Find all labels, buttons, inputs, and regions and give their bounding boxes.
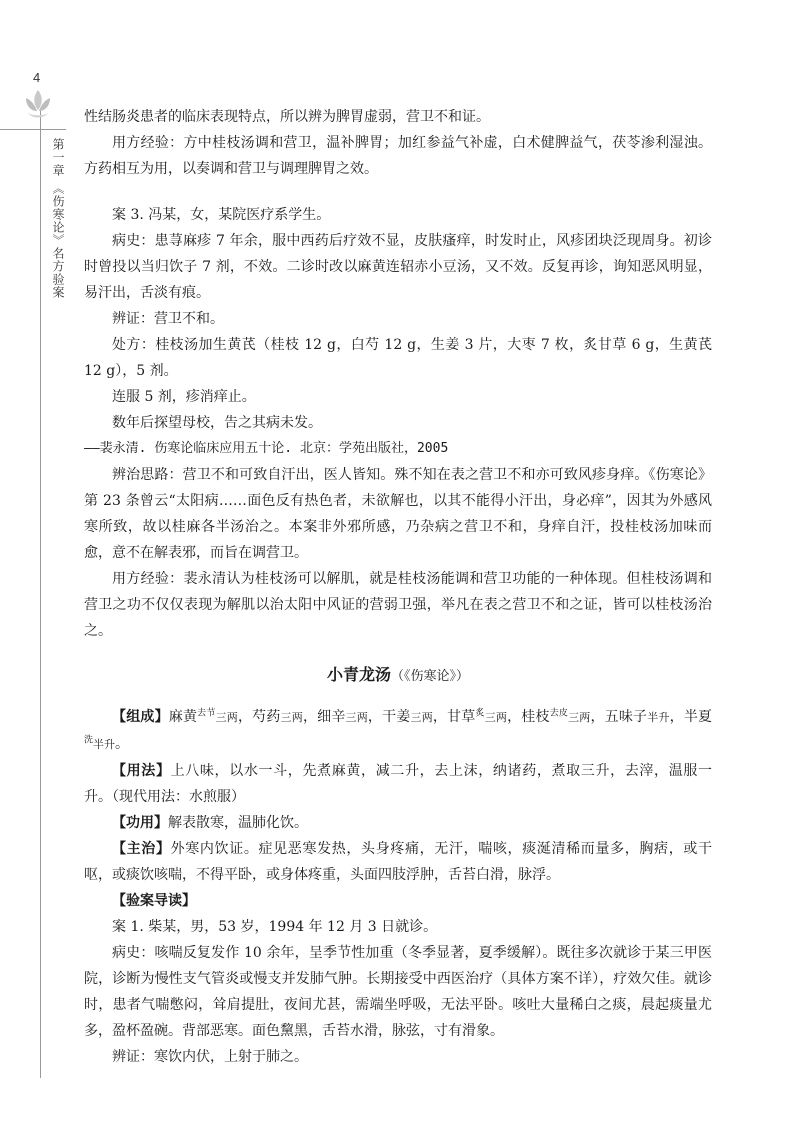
section-label: 用方经验 <box>112 135 170 151</box>
section-label: 辨治思路 <box>112 467 169 483</box>
paragraph-zucheng <box>84 704 712 758</box>
ingredient-note: 去皮 <box>549 708 569 719</box>
section-label: 辨证 <box>112 311 140 327</box>
formula-source: （《伤寒论》） <box>391 669 470 684</box>
paragraph: 性结肠炎患者的临床表现特点，所以辨为脾胃虚弱，营卫不和证。 <box>84 109 490 125</box>
paragraph-yongfa: 【用法】上八味，以水一斗，先煮麻黄，减二升，去上沫，纳诸药，煮取三升，去滓，温服一升。（现代用法：水煎服） <box>84 763 713 805</box>
ingredient-dose: 三两 <box>410 711 433 724</box>
case-header: 案 3. 冯某，女，某院医疗系学生。 <box>112 207 331 223</box>
ingredient-dose: 三两 <box>280 711 303 724</box>
section-heading: 【组成】 <box>112 709 169 725</box>
ingredient <box>447 709 507 725</box>
lotus-icon <box>22 86 54 122</box>
formula-name: 小青龙汤 <box>326 665 391 684</box>
section-heading: 【验案导读】 <box>112 893 196 909</box>
section-heading: 【用法】 <box>112 763 171 779</box>
ingredient-name: 甘草 <box>447 709 476 725</box>
ingredient-name: 干姜 <box>382 709 411 725</box>
ingredient <box>169 709 238 725</box>
ingredient-name: 五味子 <box>604 709 648 725</box>
paragraph-zhuzhi: 【主治】外寒内饮证。症见恶寒发热，头身疼痛，无汗，喘咳，痰涎清稀而量多，胸痞，或干呕，或痰饮咳喘，不得平卧，或身体疼重，头面四肢浮肿，舌苔白滑，脉浮。 <box>84 841 713 883</box>
ingredient <box>252 709 303 725</box>
paragraph-yongfang: 用方经验：方中桂枝汤调和营卫，温补脾胃；加红参益气补虚，白术健脾益气，茯苓渗利湿浊。方药相互为用，以奏调和营卫与调理脾胃之效。 <box>84 135 712 177</box>
paragraph-result: 数年后探望母校，告之其病未发。 <box>112 415 322 431</box>
paragraph-bianzhi: 辨治思路：营卫不和可致自汗出，医人皆知。殊不知在表之营卫不和亦可致风疹身痒。《伤寒论》第 23 条曾云“太阳病……面色反有热色者，未欲解也，以其不能得小汗出，身必痒”，因其为外感风寒所致，故以桂麻各半汤治之。本案非外邪所感，乃杂病之营卫不和，身痒自汗，投桂枝汤加味而愈，意不在解表邪，而旨在调营卫。 <box>84 467 713 561</box>
ingredient-note: 去节 <box>197 708 216 719</box>
paragraph-chufang: 处方：桂枝汤加生黄芪（桂枝 12 g，白芍 12 g，生姜 3 片，大枣 7 枚，炙甘草 6 g，生黄芪 12 g），5 剂。 <box>84 337 713 379</box>
section-label: 病史 <box>112 233 141 249</box>
section-label: 处方 <box>112 337 141 353</box>
ingredient-list: 麻黄$^{去节}$三两，芍药三两，细辛三两，干姜三两，甘草$^炙$三两，桂枝$^{去皮}$三两，五味子半升，半夏$^洗$半升。 <box>84 708 713 752</box>
margin-horizontal-rule <box>0 129 66 130</box>
paragraph-bingshi: 病史：患荨麻疹 7 年余，服中西药后疗效不显，皮肤瘙痒，时发时止，风疹团块泛现周身。初诊时曾投以当归饮子 7 剂，不效。二诊时改以麻黄连轺赤小豆汤，又不效。反复再诊，询知恶风明显，易汗出，舌淡有痕。 <box>84 233 712 301</box>
ingredient-note: 炙 <box>475 708 485 719</box>
ingredient-dose: 半升 <box>647 711 670 724</box>
ingredient-dose: 三两 <box>215 711 238 724</box>
ingredient-dose: 半升 <box>93 738 116 751</box>
paragraph-bianzheng: 辨证：寒饮内伏，上射于肺之。 <box>112 1049 308 1065</box>
paragraph-bianzheng: 辨证：营卫不和。 <box>112 311 224 327</box>
page-number: 4 <box>33 70 41 85</box>
section-heading: 【功用】 <box>112 815 168 831</box>
section-heading: 【主治】 <box>112 841 171 857</box>
ingredient <box>317 709 368 725</box>
ingredient <box>382 709 433 725</box>
section-label: 用方经验 <box>112 571 170 587</box>
ingredient <box>605 709 670 725</box>
paragraph-result: 连服 5 剂，疹消痒止。 <box>112 389 256 405</box>
page-body <box>84 104 712 1070</box>
ingredient-dose: 三两 <box>568 711 591 724</box>
ingredient-name: 半夏 <box>683 709 713 725</box>
ingredient-name: 细辛 <box>317 709 346 725</box>
citation: ——裴永清. 伤寒论临床应用五十论. 北京：学苑出版社，2005 <box>84 441 449 456</box>
formula-title <box>84 662 712 690</box>
ingredient-note: 洗 <box>84 735 94 746</box>
paragraph-gongyong: 【功用】解表散寒，温肺化饮。 <box>112 815 308 831</box>
ingredient-dose: 三两 <box>484 711 508 724</box>
ingredient-name: 桂枝 <box>521 709 550 725</box>
section-label: 病史 <box>112 945 141 961</box>
case-header: 案 1. 柴某，男，53 岁，1994 年 12 月 3 日就诊。 <box>112 919 438 935</box>
chapter-heading: 第一章 《伤寒论》名方验案 <box>51 138 65 299</box>
ingredient <box>521 709 590 725</box>
margin-vertical-rule <box>40 108 41 1078</box>
paragraph-bingshi: 病史：咳喘反复发作 10 余年，呈季节性加重（冬季显著，夏季缓解）。既往多次就诊于某三甲医院，诊断为慢性支气管炎或慢支并发肺气肿。长期接受中西医治疗（具体方案不详），疗效欠佳。就诊时，患者气喘憋闷，耸肩提肚，夜间尤甚，需端坐呼吸，无法平卧。咳吐大量稀白之痰，晨起痰量尤多，盈杯盈碗。背部恶寒。面色黧黑，舌苔水滑，脉弦，寸有滑象。 <box>84 945 713 1039</box>
ingredient-name: 麻黄 <box>168 709 198 725</box>
ingredient-name: 芍药 <box>252 709 281 725</box>
ingredient-dose: 三两 <box>345 711 368 724</box>
paragraph-yanan <box>84 888 712 914</box>
section-label: 辨证 <box>112 1049 140 1065</box>
paragraph-yongfang: 用方经验：裴永清认为桂枝汤可以解肌，就是桂枝汤能调和营卫功能的一种体现。但桂枝汤调和营卫之功不仅仅表现为解肌以治太阳中风证的营弱卫强，举凡在表之营卫不和之证，皆可以桂枝汤治之。 <box>84 571 712 639</box>
